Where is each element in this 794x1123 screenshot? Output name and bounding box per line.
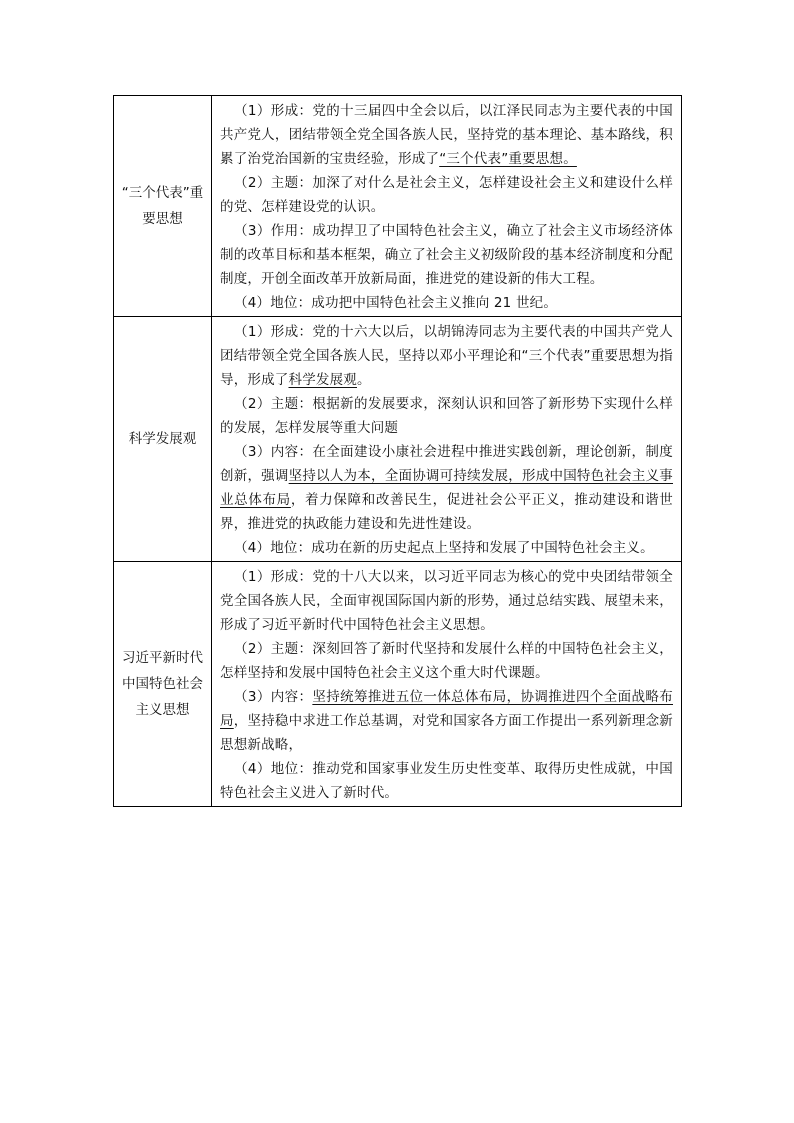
text: ，坚持稳中求进工作总基调，对党和国家各方面工作提出一系列新理念新思想新战略， xyxy=(220,713,673,753)
text: 。 xyxy=(357,372,371,388)
paragraph-formation xyxy=(220,99,673,171)
topic-xi-thought: 习近平新时代中国特色社会主义思想 xyxy=(114,562,212,807)
underlined-text: 坚持统筹推进五位一体总体布局，协调推进四个全面战略布局 xyxy=(220,689,673,729)
paragraph-formation xyxy=(220,320,673,392)
paragraph-content xyxy=(220,440,673,536)
topic-three-represents: “三个代表”重要思想 xyxy=(114,96,212,317)
summary-table xyxy=(113,95,682,807)
content-cell xyxy=(212,96,682,317)
underlined-text: 科学发展观 xyxy=(288,372,357,388)
text: （3）内容：在全面建设小康社会进程中推进实践创新，理论创新，制度创新，强调 xyxy=(220,444,673,484)
underlined-text: 坚持以人为本，全面协调可持续发展，形成中国特色社会主义事业总体布局 xyxy=(220,468,673,508)
paragraph-role: （3）作用：成功捍卫了中国特色社会主义，确立了社会主义市场经济体制的改革目标和基本框架，确立了社会主义初级阶段的基本经济制度和分配制度，开创全面改革开放新局面，推进党的建设新的伟大工程。 xyxy=(220,223,673,287)
text: ，着力保障和改善民生，促进社会公平正义，推动建设和谐世界，推进党的执政能力建设和先进性建设。 xyxy=(220,492,673,532)
paragraph-theme: （2）主题：根据新的发展要求，深刻认识和回答了新形势下实现什么样的发展，怎样发展等重大问题 xyxy=(220,396,673,436)
content-cell xyxy=(212,317,682,562)
text: （1）形成：党的十六大以后，以胡锦涛同志为主要代表的中国共产党人团结带领全党全国各族人民，坚持以邓小平理论和“三个代表”重要思想为指导，形成了 xyxy=(220,324,673,388)
paragraph-status: （4）地位：成功在新的历史起点上坚持和发展了中国特色社会主义。 xyxy=(234,540,654,556)
table-row xyxy=(114,96,682,317)
table-row xyxy=(114,562,682,807)
topic-scientific-outlook: 科学发展观 xyxy=(114,317,212,562)
paragraph-status: （4）地位：成功把中国特色社会主义推向 21 世纪。 xyxy=(234,295,558,311)
content-cell xyxy=(212,562,682,807)
paragraph-formation: （1）形成：党的十八大以来，以习近平同志为核心的党中央团结带领全党全国各族人民，全面审视国际国内新的形势，通过总结实践、展望未来，形成了习近平新时代中国特色社会主义思想。 xyxy=(220,569,673,633)
underlined-text: “三个代表”重要思想。 xyxy=(439,151,577,167)
paragraph-theme: （2）主题：加深了对什么是社会主义，怎样建设社会主义和建设什么样的党、怎样建设党的认识。 xyxy=(220,175,673,215)
table-row xyxy=(114,317,682,562)
text: （1）形成：党的十三届四中全会以后，以江泽民同志为主要代表的中国共产党人，团结带领全党全国各族人民，坚持党的基本理论、基本路线，积累了治党治国新的宝贵经验，形成了 xyxy=(220,103,673,167)
paragraph-theme: （2）主题：深刻回答了新时代坚持和发展什么样的中国特色社会主义，怎样坚持和发展中国特色社会主义这个重大时代课题。 xyxy=(220,641,673,681)
paragraph-status: （4）地位：推动党和国家事业发生历史性变革、取得历史性成就，中国特色社会主义进入了新时代。 xyxy=(220,761,673,801)
paragraph-content xyxy=(220,685,673,757)
text: （3）内容： xyxy=(234,689,313,705)
